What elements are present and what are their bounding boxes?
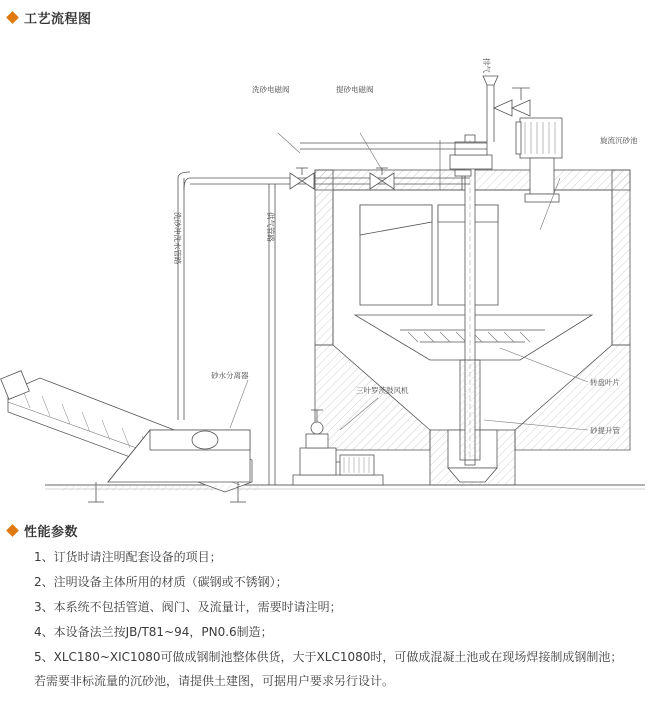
label-cyclone-sand-tank: 旋流沉砂池	[600, 136, 638, 145]
label-sand-water-separator: 砂水分离器	[211, 371, 249, 380]
list-item: 2、注明设备主体所用的材质（碳钢或不锈钢）；	[34, 575, 288, 589]
list-item: 1、订货时请注明配套设备的项目；	[34, 550, 222, 564]
list-item: 4、本设备法兰按JB/T81~94，PN0.6制造；	[34, 625, 273, 639]
list-item: 5、XLC180~XIC1080可做成钢制池整体供货，大于XLC1080时，可做成混凝土池或在现场焊接制成钢制池；	[34, 650, 623, 664]
diamond-bullet-icon	[6, 11, 19, 24]
label-sand-lift-pipe: 砂提升管	[590, 426, 620, 435]
section-title-params: 性能参数	[24, 525, 79, 540]
label-rotating-blade: 转盘叶片	[590, 378, 620, 387]
label-wash-sand-valve: 洗砂电磁阀	[252, 85, 290, 94]
label-roots-blower: 三叶罗茨鼓风机	[356, 386, 409, 395]
list-item: 3、本系统不包括管道、阀门、及流量计，需要时请注明；	[34, 600, 342, 614]
section-heading-params	[8, 521, 78, 540]
list-item-sub: 若需要非标流量的沉砂池，请提供土建图，可据用户要求另行设计。	[34, 674, 395, 688]
performance-parameter-list	[0, 545, 660, 692]
label-water-supply-pipe: 洗砂冲洗水管路	[173, 212, 182, 265]
diagram-linework	[1, 76, 645, 502]
section-title-process: 工艺流程图	[24, 12, 92, 27]
diamond-bullet-icon-2	[6, 524, 19, 537]
label-exhaust: 排气	[482, 58, 491, 73]
label-air-supply-pipe: 供气管路	[266, 212, 275, 242]
process-flow-diagram	[0, 30, 660, 510]
label-lift-sand-valve: 提砂电磁阀	[336, 85, 374, 94]
section-heading-process	[8, 8, 92, 27]
